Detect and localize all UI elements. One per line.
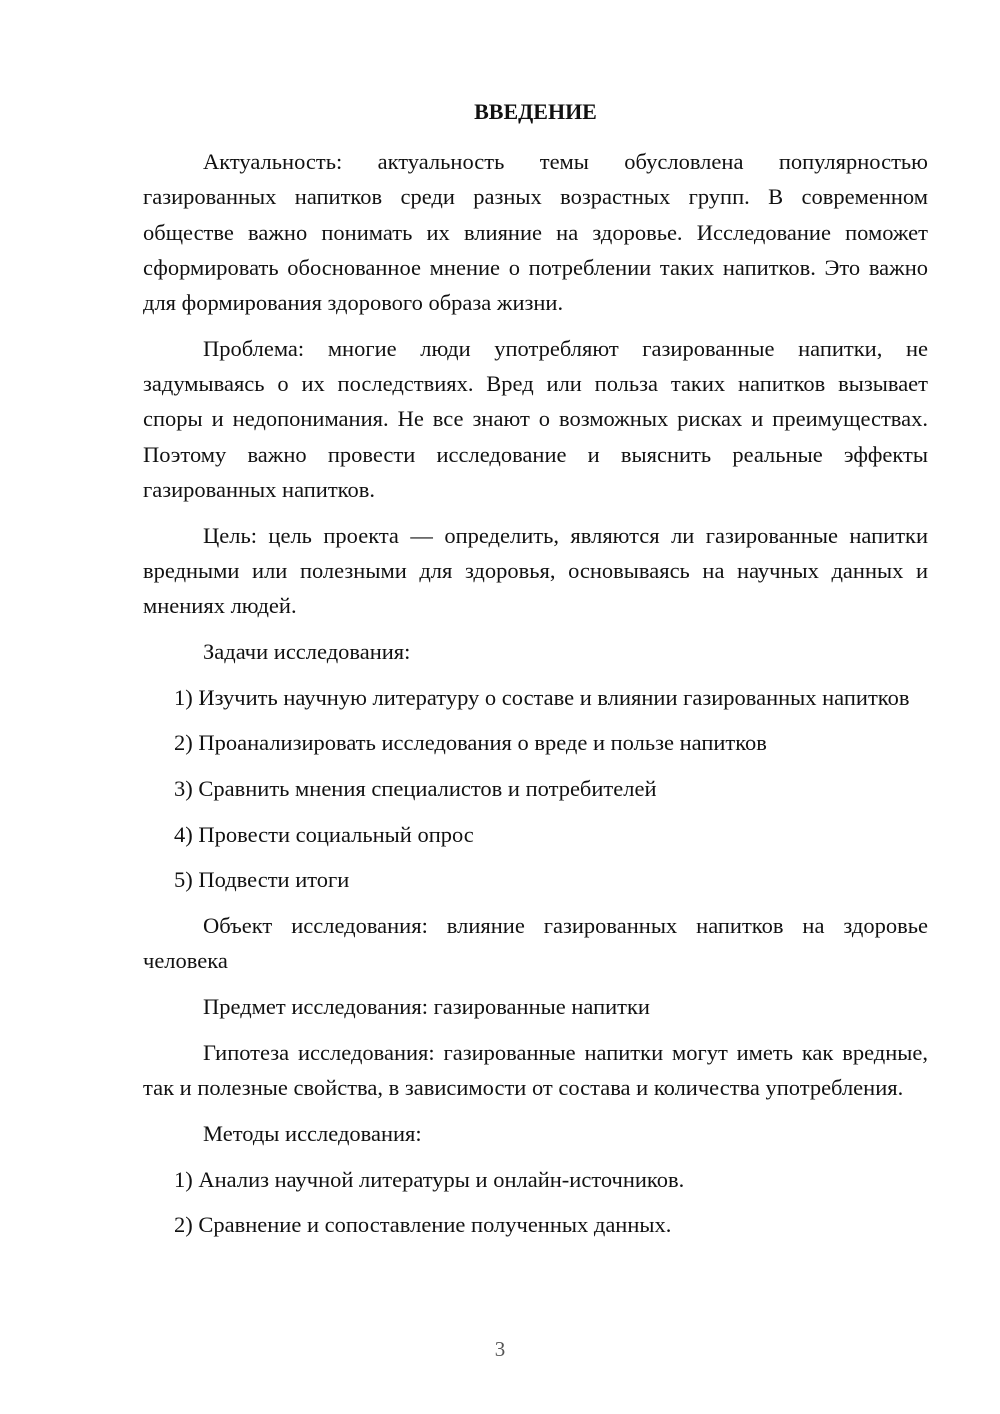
goal-paragraph: Цель: цель проекта — определить, являются ли газированные напитки вредными или полезными для здоровья, основываясь на научных данных и мнениях людей. <box>143 522 928 619</box>
section-title: ВВЕДЕНИЕ <box>474 99 597 124</box>
subject-paragraph: Предмет исследования: газированные напитки <box>203 994 650 1020</box>
problem-paragraph: Проблема: многие люди употребляют газированные напитки, не задумываясь о их последствиях. Вред или польза таких напитков вызывает споры и недопонимания. Не все знают о возможных рисках и преимуществах. Поэтому важно провести исследование и выяснить реальные эффекты газированных напитков. <box>143 335 928 503</box>
object-paragraph: Объект исследования: влияние газированных напитков на здоровье человека <box>143 913 928 974</box>
tasks-heading: Задачи исследования: <box>203 639 411 665</box>
task-item-3: 3) Сравнить мнения специалистов и потребителей <box>174 776 657 802</box>
relevance-paragraph: Актуальность: актуальность темы обусловлена популярностью газированных напитков среди разных возрастных групп. В современном обществе важно понимать их влияние на здоровье. Исследование поможет сформировать обоснованное мнение о потреблении таких напитков. Это важно для формирования здорового образа жизни. <box>143 149 928 316</box>
task-item-4: 4) Провести социальный опрос <box>174 821 474 847</box>
hypothesis-paragraph: Гипотеза исследования: газированные напитки могут иметь как вредные, так и полезные свойства, в зависимости от состава и количества употребления. <box>143 1039 928 1101</box>
page-number: 3 <box>494 1337 506 1361</box>
body-text <box>143 144 928 1253</box>
methods-heading: Методы исследования: <box>203 1120 422 1146</box>
method-item-2: 2) Сравнение и сопоставление полученных данных. <box>174 1212 672 1238</box>
task-item-2: 2) Проанализировать исследования о вреде и пользе напитков <box>174 730 767 756</box>
task-item-5: 5) Подвести итоги <box>174 867 350 893</box>
method-item-1: 1) Анализ научной литературы и онлайн-источников. <box>174 1166 685 1192</box>
task-item-1: 1) Изучить научную литературу о составе и влиянии газированных напитков <box>174 684 910 710</box>
